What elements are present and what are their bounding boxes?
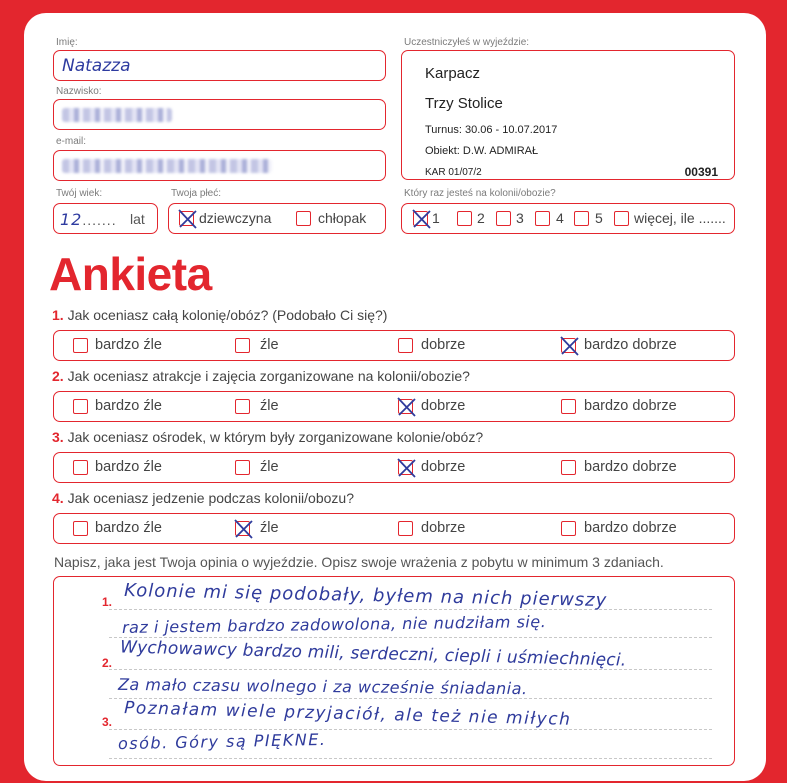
camp-count-2-checkbox[interactable] (457, 211, 472, 226)
trip-info-box (401, 50, 735, 180)
check-mark-icon (233, 518, 254, 540)
opinion-handwriting-4: Za mało czasu wolnego i za wcześnie śniadania. (117, 674, 528, 699)
age-unit: lat (130, 211, 145, 227)
camp-count-1-label: 1 (432, 210, 440, 226)
camp-count-3-label: 3 (516, 210, 524, 226)
q3-option-1-checkbox[interactable] (73, 460, 88, 475)
gender-label: Twoja płeć: (171, 188, 222, 199)
q1-option-4-checkbox[interactable] (561, 338, 576, 353)
q4-option-2-label: źle (260, 520, 279, 536)
opinion-line-3-number: 3. (102, 715, 113, 729)
surname-label: Nazwisko: (56, 86, 102, 97)
question-3-options (53, 452, 735, 483)
opinion-handwriting-5: Poznałam wiele przyjaciół, ale też nie miłych (123, 698, 572, 730)
question-4-number: 4. (52, 490, 64, 506)
q4-option-2-checkbox[interactable] (235, 521, 250, 536)
age-field[interactable]: 12....... lat (53, 203, 158, 234)
trip-label: Uczestniczyłeś w wyjeździe: (404, 37, 530, 48)
check-mark-icon (177, 208, 198, 230)
q4-option-4-label: bardzo dobrze (584, 520, 677, 536)
q1-option-4-label: bardzo dobrze (584, 337, 677, 353)
question-4-options (53, 513, 735, 544)
gender-boy-label: chłopak (318, 210, 367, 226)
q3-option-3-label: dobrze (421, 459, 466, 475)
camp-count-label: Który raz jesteś na kolonii/obozie? (404, 188, 556, 199)
question-1-number: 1. (52, 307, 64, 323)
opinion-box[interactable] (53, 576, 735, 766)
question-4-text: Jak oceniasz jedzenie podczas kolonii/obozu? (67, 490, 354, 506)
question-3 (52, 429, 483, 445)
q1-option-1-label: bardzo źle (95, 337, 162, 353)
opinion-handwriting-3: Wychowawcy bardzo mili, serdeczni, ciepli i uśmiechnięci. (119, 637, 627, 671)
camp-count-1-checkbox[interactable] (413, 211, 428, 226)
email-label: e-mail: (56, 136, 87, 147)
email-field[interactable] (53, 150, 386, 181)
q2-option-2-label: źle (260, 398, 279, 414)
q3-option-1-label: bardzo źle (95, 459, 162, 475)
question-4 (52, 490, 354, 506)
gender-girl-checkbox[interactable] (179, 211, 194, 226)
gender-boy-checkbox[interactable] (296, 211, 311, 226)
camp-count-more-checkbox[interactable] (614, 211, 629, 226)
opinion-handwriting-6: osób. Góry są PIĘKNE. (117, 729, 327, 754)
camp-count-4-checkbox[interactable] (535, 211, 550, 226)
q2-option-1-checkbox[interactable] (73, 399, 88, 414)
q2-option-3-checkbox[interactable] (398, 399, 413, 414)
opinion-instruction: Napisz, jaka jest Twoja opinia o wyjeździe. Opisz swoje wrażenia z pobytu w minimum 3 zdaniach. (54, 554, 664, 570)
question-1-text: Jak oceniasz całą kolonię/obóz? (Podobało Ci się?) (67, 307, 388, 323)
question-1-options (53, 330, 735, 361)
age-value: 12 (60, 210, 83, 229)
q3-option-2-checkbox[interactable] (235, 460, 250, 475)
camp-count-field (401, 203, 735, 234)
q2-option-4-label: bardzo dobrze (584, 398, 677, 414)
question-3-text: Jak oceniasz ośrodek, w którym były zorganizowane kolonie/obóz? (67, 429, 484, 445)
name-label: Imię: (56, 37, 78, 48)
trip-object-label: Obiekt: (425, 145, 460, 157)
survey-sheet (24, 13, 766, 781)
trip-code: KAR 01/07/2 (425, 167, 482, 178)
camp-count-2-label: 2 (477, 210, 485, 226)
name-field[interactable] (53, 50, 386, 81)
q4-option-4-checkbox[interactable] (561, 521, 576, 536)
check-mark-icon (396, 396, 417, 418)
question-2 (52, 368, 470, 384)
trip-place: Karpacz (425, 65, 481, 82)
q2-option-2-checkbox[interactable] (235, 399, 250, 414)
opinion-handwriting-1: Kolonie mi się podobały, byłem na nich pierwszy (123, 579, 608, 612)
camp-count-5-label: 5 (595, 210, 603, 226)
camp-count-more-label: więcej, ile ....... (634, 210, 726, 226)
question-1 (52, 307, 387, 323)
question-3-number: 3. (52, 429, 64, 445)
trip-turnus-value: 30.06 - 10.07.2017 (464, 124, 558, 136)
trip-turnus-label: Turnus: (425, 124, 462, 136)
camp-count-5-checkbox[interactable] (574, 211, 589, 226)
q3-option-4-checkbox[interactable] (561, 460, 576, 475)
q2-option-4-checkbox[interactable] (561, 399, 576, 414)
opinion-line-2-number: 2. (102, 656, 113, 670)
opinion-line-1-number: 1. (102, 595, 113, 609)
q3-option-3-checkbox[interactable] (398, 460, 413, 475)
check-mark-icon (396, 457, 417, 479)
camp-count-3-checkbox[interactable] (496, 211, 511, 226)
q1-option-3-checkbox[interactable] (398, 338, 413, 353)
q1-option-2-label: źle (260, 337, 279, 353)
q1-option-1-checkbox[interactable] (73, 338, 88, 353)
gender-girl-label: dziewczyna (199, 210, 272, 226)
age-label: Twój wiek: (56, 188, 103, 199)
check-mark-icon (559, 335, 580, 357)
name-value: Natazza (62, 56, 131, 76)
gender-field (168, 203, 386, 234)
email-redacted (62, 159, 272, 173)
question-2-number: 2. (52, 368, 64, 384)
q4-option-3-label: dobrze (421, 520, 466, 536)
trip-object-value: D.W. ADMIRAŁ (462, 145, 539, 157)
q4-option-1-label: bardzo źle (95, 520, 162, 536)
q2-option-3-label: dobrze (421, 398, 466, 414)
surname-redacted (62, 108, 172, 122)
q3-option-2-label: źle (260, 459, 279, 475)
surname-field[interactable] (53, 99, 386, 130)
opinion-handwriting-2: raz i jestem bardzo zadowolona, nie nudziłam się. (121, 612, 547, 637)
page-title: Ankieta (49, 248, 212, 300)
trip-number: 00391 (684, 165, 718, 179)
question-2-text: Jak oceniasz atrakcje i zajęcia zorganizowane na kolonii/obozie? (67, 368, 470, 384)
q4-option-3-checkbox[interactable] (398, 521, 413, 536)
question-2-options (53, 391, 735, 422)
trip-name: Trzy Stolice (425, 95, 503, 112)
q1-option-2-checkbox[interactable] (235, 338, 250, 353)
q2-option-1-label: bardzo źle (95, 398, 162, 414)
check-mark-icon (411, 208, 432, 230)
q4-option-1-checkbox[interactable] (73, 521, 88, 536)
q1-option-3-label: dobrze (421, 337, 466, 353)
camp-count-4-label: 4 (556, 210, 564, 226)
q3-option-4-label: bardzo dobrze (584, 459, 677, 475)
